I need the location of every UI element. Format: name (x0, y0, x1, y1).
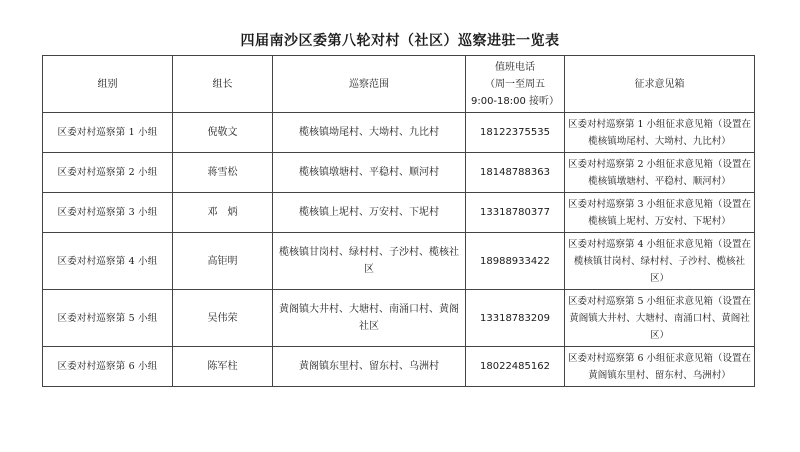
scope-cell: 榄核镇墩塘村、平稳村、顺河村 (273, 153, 466, 193)
table-header (43, 56, 755, 113)
header-phone (466, 56, 565, 113)
scope-cell: 榄核镇上坭村、万安村、下坭村 (273, 193, 466, 233)
phone-cell: 18022485162 (466, 347, 565, 387)
leader-cell: 蒋雪松 (173, 153, 273, 193)
header-phone-line2: （周一至周五 (485, 78, 545, 90)
mailbox-cell: 区委对村巡察第 5 小组征求意见箱（设置在黄阁镇大井村、大塘村、南涌口村、黄阁社区） (565, 290, 755, 347)
leader-cell: 陈军柱 (173, 347, 273, 387)
leader-cell: 邓 炳 (173, 193, 273, 233)
table-body (43, 113, 755, 387)
phone-cell: 18148788363 (466, 153, 565, 193)
header-group: 组别 (43, 56, 173, 113)
table-row (43, 153, 755, 193)
header-leader: 组长 (173, 56, 273, 113)
table-row (43, 290, 755, 347)
header-scope: 巡察范围 (273, 56, 466, 113)
group-cell: 区委对村巡察第 6 小组 (43, 347, 173, 387)
group-cell: 区委对村巡察第 2 小组 (43, 153, 173, 193)
header-row (43, 56, 755, 113)
table-row (43, 193, 755, 233)
leader-cell: 吴伟荣 (173, 290, 273, 347)
mailbox-cell: 区委对村巡察第 1 小组征求意见箱（设置在榄核镇坳尾村、大坳村、九比村） (565, 113, 755, 153)
table-row (43, 347, 755, 387)
header-phone-line3: 9:00-18:00 接听） (470, 95, 560, 107)
group-cell: 区委对村巡察第 1 小组 (43, 113, 173, 153)
header-phone-line1: 值班电话 (495, 61, 535, 73)
table-row (43, 113, 755, 153)
mailbox-cell: 区委对村巡察第 4 小组征求意见箱（设置在榄核镇甘岗村、绿村村、子沙村、榄核社区） (565, 233, 755, 290)
group-cell: 区委对村巡察第 5 小组 (43, 290, 173, 347)
mailbox-cell: 区委对村巡察第 2 小组征求意见箱（设置在榄核镇墩塘村、平稳村、顺河村） (565, 153, 755, 193)
inspection-roster-table (42, 55, 755, 387)
group-cell: 区委对村巡察第 3 小组 (43, 193, 173, 233)
mailbox-cell: 区委对村巡察第 3 小组征求意见箱（设置在榄核镇上坭村、万安村、下坭村） (565, 193, 755, 233)
scope-cell: 黄阁镇大井村、大塘村、南涌口村、黄阁社区 (273, 290, 466, 347)
mailbox-cell: 区委对村巡察第 6 小组征求意见箱（设置在黄阁镇东里村、留东村、乌洲村） (565, 347, 755, 387)
phone-cell: 18122375535 (466, 113, 565, 153)
leader-cell: 倪敬文 (173, 113, 273, 153)
scope-cell: 榄核镇甘岗村、绿村村、子沙村、榄核社区 (273, 233, 466, 290)
leader-cell: 高钜明 (173, 233, 273, 290)
scope-cell: 榄核镇坳尾村、大坳村、九比村 (273, 113, 466, 153)
header-mailbox: 征求意见箱 (565, 56, 755, 113)
phone-cell: 13318783209 (466, 290, 565, 347)
phone-cell: 13318780377 (466, 193, 565, 233)
scope-cell: 黄阁镇东里村、留东村、乌洲村 (273, 347, 466, 387)
phone-cell: 18988933422 (466, 233, 565, 290)
table-row (43, 233, 755, 290)
document-title: 四届南沙区委第八轮对村（社区）巡察进驻一览表 (240, 33, 560, 49)
group-cell: 区委对村巡察第 4 小组 (43, 233, 173, 290)
